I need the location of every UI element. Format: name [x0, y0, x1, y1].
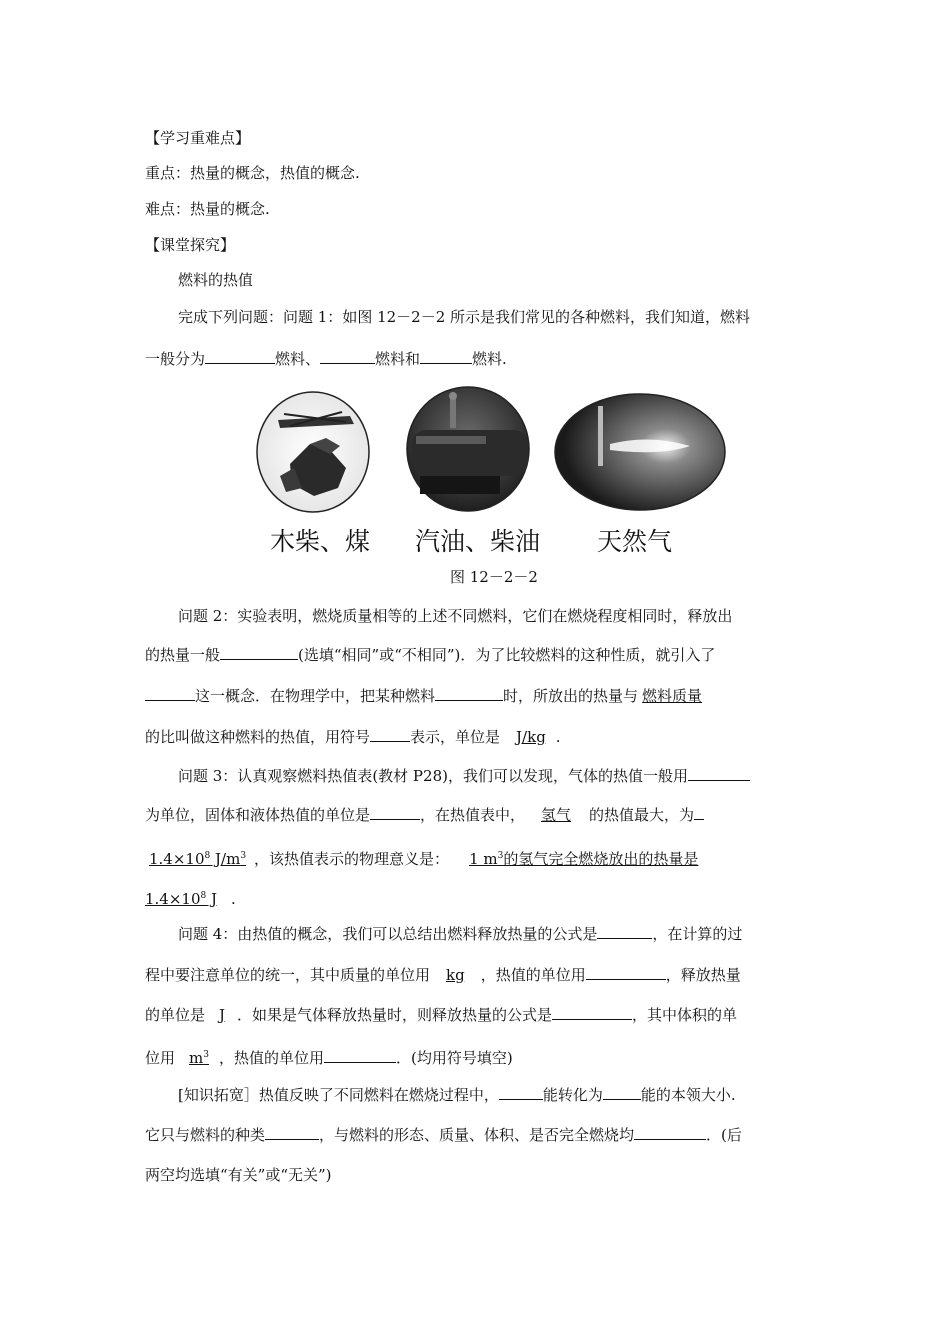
q3-line-2: 为单位，固体和液体热值的单位是 ，在热值表中， 氢气 的热值最大，为: [145, 805, 704, 825]
answer-kg: kg: [446, 966, 465, 984]
q2-line-2: 的热量一般 (选填“相同”或“不相同”)．为了比较燃料的这种性质，就引入了: [145, 646, 716, 664]
key-point: 重点：热量的概念，热值的概念.: [145, 164, 360, 182]
answer-blank[interactable]: [597, 924, 652, 939]
answer-blank[interactable]: [499, 1085, 543, 1100]
q4-line-1: 问题 4：由热值的概念，我们可以总结出燃料释放热量的公式是 ，在计算的过: [178, 925, 743, 943]
answer-blank[interactable]: [265, 1125, 319, 1140]
q2-line-1: 问题 2：实验表明，燃烧质量相等的上述不同燃料，它们在燃烧程度相同时，释放出: [178, 607, 733, 625]
q4-line-2: 程中要注意单位的统一，其中质量的单位用 kg ，热值的单位用 ，释放热量: [145, 966, 741, 984]
hard-point: 难点：热量的概念.: [145, 200, 270, 218]
q3-line-3: $1.4\times 10^8$ $J/m^3$ ，该热值表示的物理意义是： 1 $m^3$的氢气完全燃烧放出的热量是: [149, 850, 699, 868]
section-title-difficulty: 【学习重难点】: [145, 129, 251, 147]
answer-blank[interactable]: [145, 686, 195, 701]
wood-coal-photo: [257, 392, 369, 512]
fuel-photos: [250, 384, 730, 524]
answer-joule: J: [219, 1006, 226, 1024]
topic-heading: 燃料的热值: [178, 271, 254, 289]
extension-line-2: 它只与燃料的种类 ，与燃料的形态、质量、体积、是否完全燃烧均 ．(后: [145, 1126, 742, 1144]
answer-cubic-meter: $m^3$: [189, 1049, 209, 1067]
answer-blank[interactable]: [694, 805, 704, 820]
gasoline-truck-photo: [407, 387, 529, 511]
q1-line-2: 一般分为 燃料、 燃料和 燃料.: [145, 350, 507, 368]
answer-blank[interactable]: [420, 349, 472, 364]
answer-blank[interactable]: [634, 1125, 706, 1140]
figure-label: 图 12－2－2: [450, 568, 538, 586]
natural-gas-flame-photo: [555, 394, 725, 510]
q4-line-3: 的单位是 J ．如果是气体释放热量时，则释放热量的公式是 ，其中体积的单: [145, 1006, 738, 1024]
answer-unit-jkg: J/kg: [516, 728, 546, 746]
answer-blank[interactable]: [324, 1048, 396, 1063]
answer-blank[interactable]: [320, 349, 375, 364]
figure-caption-natural-gas: 天然气: [597, 527, 673, 556]
answer-blank[interactable]: [435, 686, 503, 701]
extension-line-1: [知识拓宽］热值反映了不同燃料在燃烧过程中， 能转化为 能的本领大小.: [178, 1086, 736, 1104]
answer-blank[interactable]: [370, 727, 410, 742]
q1-line-1: 完成下列问题：问题 1：如图 12－2－2 所示是我们常见的各种燃料，我们知道，燃料: [178, 308, 751, 326]
section-title-explore: 【课堂探究】: [145, 236, 236, 254]
extension-line-3: 两空均选填“有关”或“无关”): [145, 1166, 332, 1184]
figure-caption-gasoline-diesel: 汽油、柴油: [415, 527, 541, 556]
answer-hydrogen: 氢气: [541, 806, 572, 824]
answer-blank[interactable]: [603, 1085, 641, 1100]
q3-line-4: $1.4\times 10^8$ J .: [145, 890, 236, 908]
answer-blank[interactable]: [220, 645, 298, 660]
q4-line-4: 位用 $m^3$ ，热值的单位用 ．(均用符号填空): [145, 1049, 513, 1067]
answer-blank[interactable]: [688, 766, 750, 781]
answer-blank[interactable]: [370, 805, 420, 820]
q3-line-1: 问题 3：认真观察燃料热值表(教材 P28)，我们可以发现，气体的热值一般用: [178, 766, 750, 786]
q2-line-3: 这一概念．在物理学中，把某种燃料 时，所放出的热量与 燃料质量: [145, 686, 718, 706]
answer-blank[interactable]: [552, 1005, 632, 1020]
figure-caption-wood-coal: 木柴、煤: [270, 527, 371, 556]
answer-blank[interactable]: [205, 349, 275, 364]
answer-fuel-mass: 燃料质量: [642, 687, 703, 705]
q2-line-4: 的比叫做这种燃料的热值，用符号 表示，单位是 J/kg .: [145, 728, 561, 746]
answer-blank[interactable]: [586, 965, 666, 980]
